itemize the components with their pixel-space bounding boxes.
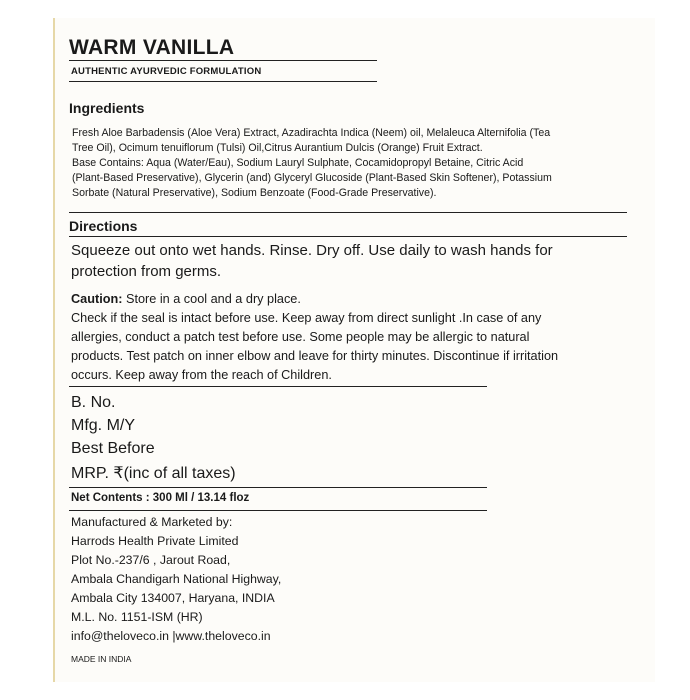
net-contents: Net Contents : 300 Ml / 13.14 floz: [71, 492, 250, 504]
mfg-date: Mfg. M/Y: [71, 417, 136, 434]
subtitle-underline: [69, 81, 377, 82]
contact-line: info@theloveco.in |www.theloveco.in: [71, 629, 271, 643]
directions-text: [71, 240, 631, 282]
net-contents-divider: [69, 510, 487, 511]
ingredients-line: Sorbate (Natural Preservative), Sodium Benzoate (Food-Grade Preservative).: [72, 187, 437, 199]
manufacturer-line: Ambala City 134007, Haryana, INDIA: [71, 591, 275, 605]
product-subtitle: AUTHENTIC AYURVEDIC FORMULATION: [71, 66, 262, 77]
caution-first-line: Store in a cool and a dry place.: [122, 292, 301, 306]
batch-number: B. No.: [71, 394, 116, 411]
ingredients-line: Fresh Aloe Barbadensis (Aloe Vera) Extract, Azadirachta Indica (Neem) oil, Melaleuca Alternifolia (Tea: [72, 127, 551, 139]
manufacturer-line: Manufactured & Marketed by:: [71, 515, 233, 529]
directions-heading: Directions: [69, 218, 138, 234]
title-underline: [69, 60, 377, 61]
ingredients-line: Tree Oil), Ocimum tenuiflorum (Tulsi) Oil,Citrus Aurantium Dulcis (Orange) Fruit Extract.: [72, 142, 483, 154]
ingredients-heading: Ingredients: [69, 100, 145, 116]
manufacturer-line: Plot No.-237/6 , Jarout Road,: [71, 553, 231, 567]
product-title: WARM VANILLA: [69, 36, 235, 59]
directions-line: protection from germs.: [71, 263, 222, 280]
ingredients-line: (Plant-Based Preservative), Glycerin (and) Glyceryl Glucoside (Plant-Based Skin Softener), Potassium: [72, 172, 552, 184]
ingredients-divider: [69, 212, 627, 213]
caution-line: occurs. Keep away from the reach of Children.: [71, 368, 332, 382]
manufacturer-block: [71, 513, 491, 646]
caution-label: Caution:: [71, 292, 123, 306]
caution-line: products. Test patch on inner elbow and leave for thirty minutes. Discontinue if irritation: [71, 349, 559, 363]
ingredients-text: [72, 126, 632, 201]
manufacturer-line: M.L. No. 1151-ISM (HR): [71, 610, 203, 624]
manufacturer-line: Ambala Chandigarh National Highway,: [71, 572, 282, 586]
caution-divider: [69, 386, 487, 387]
ingredients-line: Base Contains: Aqua (Water/Eau), Sodium Lauryl Sulphate, Cocamidopropyl Betaine, Citric Acid: [72, 157, 524, 169]
directions-line: Squeeze out onto wet hands. Rinse. Dry off. Use daily to wash hands for: [71, 242, 553, 259]
best-before: Best Before: [71, 440, 155, 457]
made-in-india: MADE IN INDIA: [71, 654, 132, 664]
caution-line: allergies, conduct a patch test before use. Some people may be allergic to natural: [71, 330, 530, 344]
mrp: MRP. ₹(inc of all taxes): [71, 465, 236, 482]
caution-line: Check if the seal is intact before use. Keep away from direct sunlight .In case of any: [71, 311, 542, 325]
caution-block: [71, 290, 631, 385]
directions-underline: [69, 236, 627, 237]
batch-divider: [69, 487, 487, 488]
manufacturer-line: Harrods Health Private Limited: [71, 534, 239, 548]
